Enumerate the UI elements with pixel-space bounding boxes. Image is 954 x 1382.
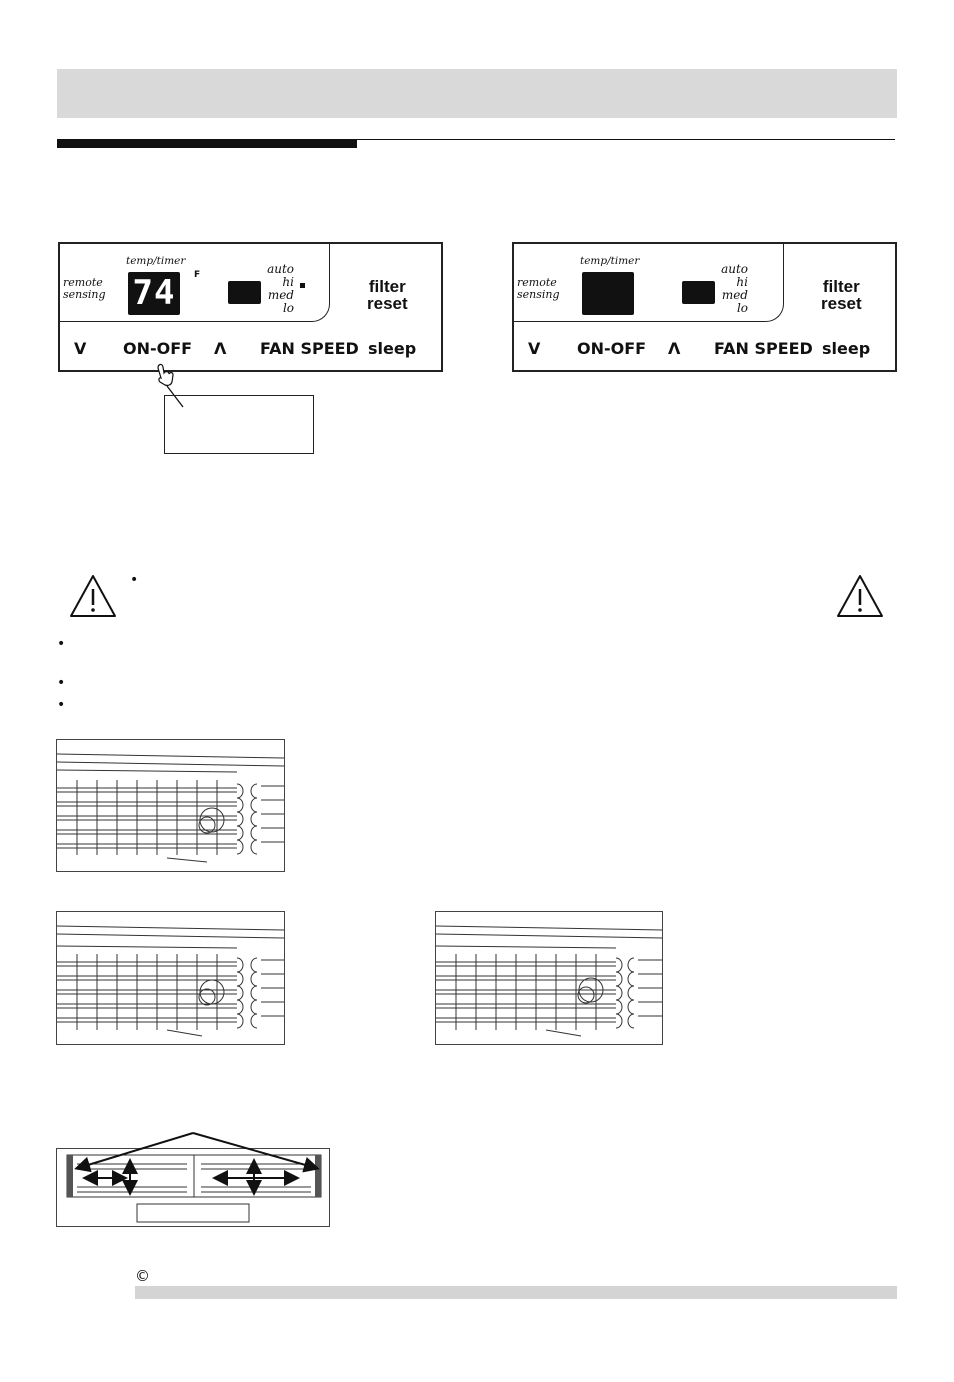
- temp-timer-label: temp/timer: [580, 255, 640, 267]
- filter-reset-button[interactable]: filter reset: [821, 277, 862, 313]
- fan-mode-auto: auto: [267, 262, 294, 276]
- temp-timer-label: temp/timer: [126, 255, 186, 267]
- filter-reset-button[interactable]: filter reset: [367, 277, 408, 313]
- bullet-icon: •: [130, 572, 139, 588]
- on-off-button[interactable]: ON-OFF: [577, 339, 647, 358]
- temp-display: 74: [128, 272, 180, 315]
- remote-sensing-label: remote sensing: [63, 276, 106, 301]
- coil-illustration: [56, 911, 285, 1045]
- callout-box: [164, 395, 314, 454]
- fan-mode-med: med: [267, 288, 294, 302]
- footer-bar: [135, 1286, 897, 1299]
- bullet-icon: •: [57, 697, 66, 713]
- fan-speed-button[interactable]: FAN SPEED: [260, 339, 359, 358]
- copyright-symbol: ©: [135, 1267, 150, 1285]
- fan-display: [682, 281, 715, 304]
- remote-sensing-label: remote sensing: [517, 276, 560, 301]
- fan-mode-list: [718, 263, 748, 315]
- fan-mode-auto: auto: [721, 262, 748, 276]
- temp-display: [582, 272, 634, 315]
- fan-mode-list: [264, 263, 294, 315]
- fan-mode-lo: lo: [736, 301, 748, 315]
- fan-mode-med: med: [721, 288, 748, 302]
- warning-triangle-icon: [835, 573, 885, 619]
- warning-triangle-icon: [68, 573, 118, 619]
- sleep-button[interactable]: sleep: [822, 339, 871, 358]
- control-panel-on: [58, 242, 443, 372]
- header-bar: [57, 69, 897, 118]
- up-button[interactable]: Λ: [214, 339, 227, 358]
- sleep-button[interactable]: sleep: [368, 339, 417, 358]
- down-button[interactable]: V: [528, 339, 541, 358]
- bullet-icon: •: [57, 675, 66, 691]
- on-off-button[interactable]: ON-OFF: [123, 339, 193, 358]
- fan-speed-button[interactable]: FAN SPEED: [714, 339, 813, 358]
- fan-mode-hi: hi: [736, 275, 748, 289]
- fan-mode-lo: lo: [282, 301, 294, 315]
- bullet-icon: •: [57, 636, 66, 652]
- down-button[interactable]: V: [74, 339, 87, 358]
- temp-unit: F: [194, 270, 201, 280]
- fan-mode-hi: hi: [282, 275, 294, 289]
- section-rule-thin: [357, 139, 895, 140]
- coil-illustration: [435, 911, 663, 1045]
- airflow-arrows-icon: [56, 1130, 330, 1230]
- section-rule-thick: [57, 139, 357, 148]
- coil-illustration: [56, 739, 285, 872]
- fan-mode-indicator: [300, 283, 305, 288]
- fan-display: [228, 281, 261, 304]
- control-panel-off: [512, 242, 897, 372]
- up-button[interactable]: Λ: [668, 339, 681, 358]
